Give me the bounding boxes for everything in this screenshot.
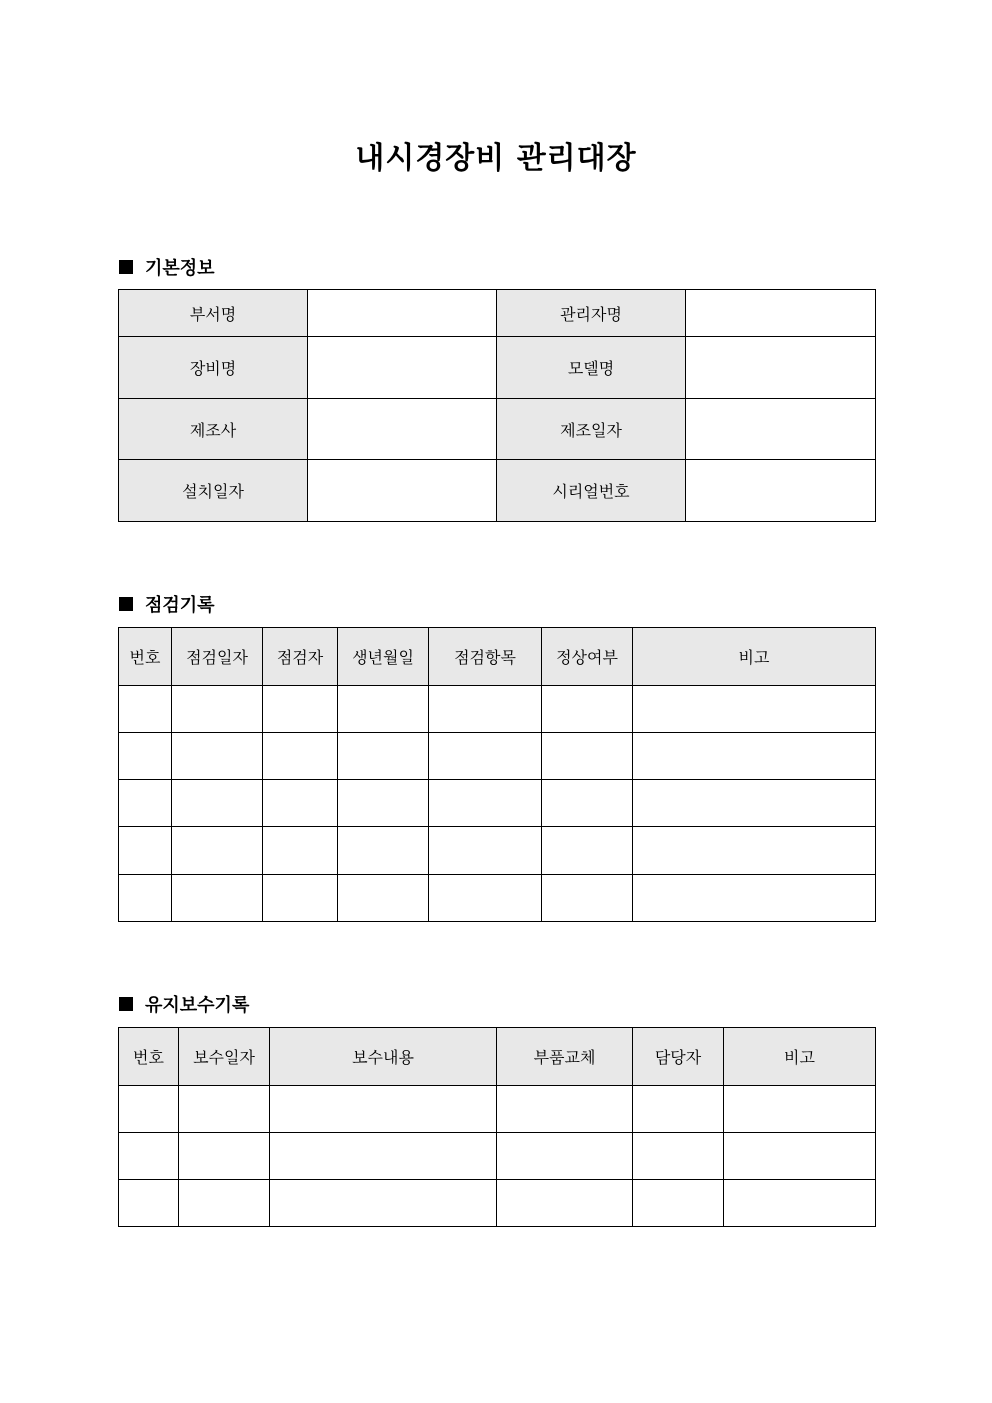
label-install-date: 설치일자	[119, 460, 308, 522]
table-cell[interactable]	[270, 1180, 497, 1227]
column-header: 비고	[724, 1028, 876, 1086]
table-cell[interactable]	[263, 827, 338, 875]
table-cell[interactable]	[542, 827, 633, 875]
table-cell[interactable]	[172, 827, 263, 875]
field-manufacturer[interactable]	[308, 399, 497, 460]
field-install-date[interactable]	[308, 460, 497, 522]
table-cell[interactable]	[633, 686, 876, 733]
field-serial-number[interactable]	[686, 460, 876, 522]
table-cell[interactable]	[429, 780, 542, 827]
table-cell[interactable]	[172, 686, 263, 733]
table-cell[interactable]	[633, 1180, 724, 1227]
section-maintenance-heading	[119, 991, 249, 1017]
table-row	[119, 1086, 876, 1133]
section-inspection-heading	[119, 591, 215, 617]
table-row	[119, 460, 876, 522]
table-cell[interactable]	[633, 875, 876, 922]
table-cell[interactable]	[338, 875, 429, 922]
basic-info-table	[118, 289, 876, 522]
field-model[interactable]	[686, 337, 876, 399]
table-row	[119, 733, 876, 780]
document-title: 내시경장비 관리대장	[355, 141, 637, 176]
table-cell[interactable]	[724, 1086, 876, 1133]
section-basic-heading	[119, 254, 215, 280]
table-cell[interactable]	[119, 1133, 179, 1180]
column-header: 번호	[119, 628, 172, 686]
field-equipment[interactable]	[308, 337, 497, 399]
table-cell[interactable]	[263, 733, 338, 780]
table-cell[interactable]	[119, 875, 172, 922]
column-header: 담당자	[633, 1028, 724, 1086]
column-header: 부품교체	[497, 1028, 633, 1086]
table-row	[119, 1180, 876, 1227]
table-cell[interactable]	[119, 780, 172, 827]
table-cell[interactable]	[119, 733, 172, 780]
table-row	[119, 780, 876, 827]
table-cell[interactable]	[542, 875, 633, 922]
table-row	[119, 875, 876, 922]
table-cell[interactable]	[724, 1180, 876, 1227]
table-cell[interactable]	[338, 686, 429, 733]
table-cell[interactable]	[429, 875, 542, 922]
table-cell[interactable]	[542, 733, 633, 780]
label-equipment: 장비명	[119, 337, 308, 399]
label-manufacture-date: 제조일자	[497, 399, 686, 460]
field-department[interactable]	[308, 290, 497, 337]
table-row	[119, 290, 876, 337]
table-cell[interactable]	[429, 827, 542, 875]
table-row	[119, 827, 876, 875]
table-cell[interactable]	[179, 1180, 270, 1227]
square-bullet-icon	[119, 260, 133, 274]
table-cell[interactable]	[633, 1086, 724, 1133]
table-cell[interactable]	[119, 686, 172, 733]
table-cell[interactable]	[338, 780, 429, 827]
table-cell[interactable]	[338, 827, 429, 875]
table-cell[interactable]	[263, 780, 338, 827]
table-cell[interactable]	[497, 1133, 633, 1180]
label-model: 모델명	[497, 337, 686, 399]
table-row	[119, 1133, 876, 1180]
table-cell[interactable]	[263, 686, 338, 733]
maintenance-table	[118, 1027, 876, 1227]
table-cell[interactable]	[724, 1133, 876, 1180]
section-inspection-label: 점검기록	[145, 595, 215, 616]
table-cell[interactable]	[172, 875, 263, 922]
column-header: 점검자	[263, 628, 338, 686]
table-row	[119, 337, 876, 399]
column-header: 비고	[633, 628, 876, 686]
table-header-row	[119, 1028, 876, 1086]
table-cell[interactable]	[172, 733, 263, 780]
table-cell[interactable]	[429, 733, 542, 780]
table-cell[interactable]	[270, 1133, 497, 1180]
table-cell[interactable]	[119, 1086, 179, 1133]
table-cell[interactable]	[542, 780, 633, 827]
column-header: 보수일자	[179, 1028, 270, 1086]
column-header: 보수내용	[270, 1028, 497, 1086]
table-cell[interactable]	[633, 1133, 724, 1180]
table-cell[interactable]	[497, 1180, 633, 1227]
table-cell[interactable]	[172, 780, 263, 827]
column-header: 생년월일	[338, 628, 429, 686]
column-header: 점검일자	[172, 628, 263, 686]
table-cell[interactable]	[179, 1086, 270, 1133]
table-cell[interactable]	[542, 686, 633, 733]
inspection-table	[118, 627, 876, 922]
label-manager: 관리자명	[497, 290, 686, 337]
column-header: 점검항목	[429, 628, 542, 686]
table-row	[119, 399, 876, 460]
table-cell[interactable]	[497, 1086, 633, 1133]
label-manufacturer: 제조사	[119, 399, 308, 460]
table-cell[interactable]	[119, 1180, 179, 1227]
table-cell[interactable]	[179, 1133, 270, 1180]
table-cell[interactable]	[633, 827, 876, 875]
table-cell[interactable]	[270, 1086, 497, 1133]
table-header-row	[119, 628, 876, 686]
square-bullet-icon	[119, 597, 133, 611]
square-bullet-icon	[119, 997, 133, 1011]
label-serial-number: 시리얼번호	[497, 460, 686, 522]
table-cell[interactable]	[119, 827, 172, 875]
table-cell[interactable]	[633, 780, 876, 827]
table-cell[interactable]	[338, 733, 429, 780]
column-header: 번호	[119, 1028, 179, 1086]
label-department: 부서명	[119, 290, 308, 337]
field-manager[interactable]	[686, 290, 876, 337]
field-manufacture-date[interactable]	[686, 399, 876, 460]
table-cell[interactable]	[263, 875, 338, 922]
table-cell[interactable]	[429, 686, 542, 733]
section-basic-label: 기본정보	[145, 258, 215, 279]
column-header: 정상여부	[542, 628, 633, 686]
section-maintenance-label: 유지보수기록	[145, 995, 250, 1016]
table-row	[119, 686, 876, 733]
table-cell[interactable]	[633, 733, 876, 780]
